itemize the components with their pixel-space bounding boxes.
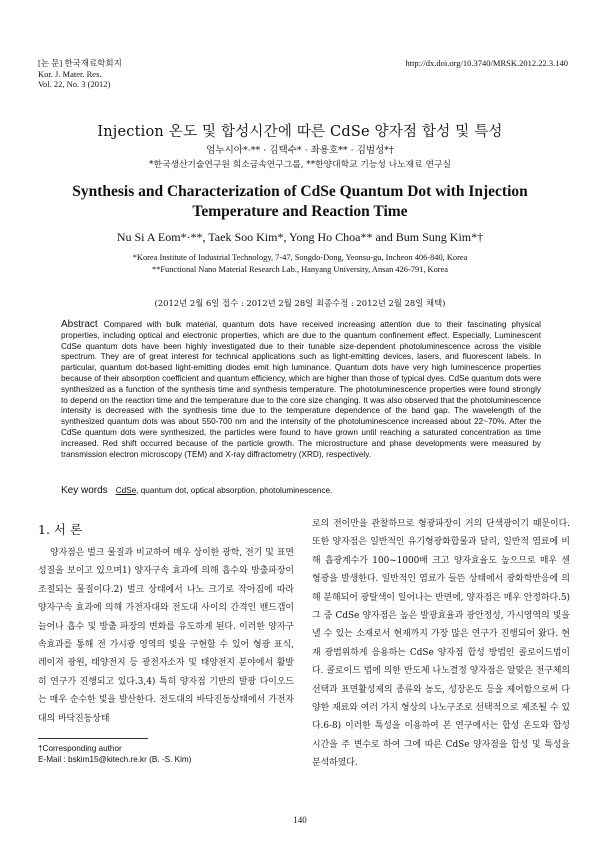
keyword-first: CdSe [115, 486, 137, 495]
korean-authors: 엄누시아*·** · 김택수* · 좌용호** · 김범성*† [206, 145, 394, 156]
keywords-label: Key words [61, 485, 108, 496]
abstract-label: Abstract [61, 319, 98, 330]
english-affiliation-2: **Functional Nano Material Research Lab., Hanyang University, Ansan 426-791, Korea [152, 265, 448, 274]
keywords-rest: , quantum dot, optical absorption, photoluminescence. [136, 486, 333, 495]
abstract [61, 320, 541, 460]
english-title: Synthesis and Characterization of CdSe Quantum Dot with Injection Temperature and Reaction Time [72, 183, 528, 220]
left-column-text: 양자점은 벌크 물질과 비교하여 매우 상이한 광학, 전기 및 표면 성질을 보이고 있으며1) 양자구속 효과에 의해 흡수와 방출파장이 조절되는 물질이다.2) 벌크 상태에서 나노 크기로 작아짐에 따라 양자구속 효과에 의해 가전자대와 전도대 사이의 간격인 밴드갭이 늘어나 흡수 및 방출 파장의 변화를 유도하게 된다. 이러한 양자구속효과를 통해 전 가시광 영역의 빛을 구현할 수 있어 형광 표식, 레이저 광원, 태양전지 등 광전자소자 및 태양전지 분야에서 활발히 연구가 진행되고 있다.3,4) 특히 양자점 기반의 발광 다이오드는 매우 순수한 빛을 발산한다. 전도대의 바닥진동상태에서 가전자대의 바닥진동상태 [38, 548, 294, 724]
journal-volume: Vol. 22, No. 3 (2012) [38, 79, 111, 89]
author-email: E-Mail : bskim15@kitech.re.kr (B. -S. Kim) [38, 755, 192, 764]
english-affiliation-1: *Korea Institute of Industrial Technology, 7-47, Songdo-Dong, Yeonsu-gu, Incheon 406-840, Korea [132, 253, 468, 262]
english-authors: Nu Si A Eom*·**, Taek Soo Kim*, Yong Ho Choa** and Bum Sung Kim*† [116, 230, 484, 244]
korean-title: Injection 온도 및 합성시간에 따른 CdSe 양자점 합성 및 특성 [97, 124, 503, 140]
corresponding-author: †Corresponding author [38, 744, 122, 753]
journal-kr: [논 문] 한국재료학회지 [38, 58, 122, 68]
page-number: 140 [293, 815, 307, 825]
journal-abbr: Kor. J. Mater. Res. [38, 68, 102, 79]
korean-affiliation: *한국생산기술연구원 희소금속연구그룹, **한양대학교 기능성 나노재료 연구실 [149, 160, 451, 170]
footnote [38, 743, 191, 765]
doi-link[interactable]: http://dx.doi.org/10.3740/MRSK.2012.22.3.140 [405, 58, 568, 68]
journal-info [38, 58, 122, 90]
submission-dates: (2012년 2월 6일 접수 : 2012년 2월 28일 최종수정 : 2012년 2월 28일 채택) [154, 298, 446, 308]
right-column-text: 로의 전이만을 관찰하므로 형광파장이 거의 단색광이기 때문이다. 또한 양자점은 일반적인 유기형광화합물과 달리, 일반적 염료에 비해 흡광계수가 100~1000배 크고 양자효율도 높으므로 매우 센 형광을 발생한다. 일반적인 염료가 들뜬 상태에서 광화학반응에 의해 분해되어 광탈색이 일어나는 반면에, 양자점은 매우 안정하다.5) 그 중 CdSe 양자점은 높은 발광효율과 광안정성, 가시영역의 빛을 낼 수 있는 소재로서 현재까지 가장 많은 연구가 진행되어 왔다. 현재 광범위하게 응용하는 CdSe 양자점 합성 방법인 콜로이드법이다. 콜로이드 법에 의한 반도체 나노결정 양자점은 알맞은 전구체의 선택과 표면활성제의 종류와 농도, 성장온도 등을 제어함으로써 다양한 재료와 여러 가지 형상의 나노구조로 선택적으로 제조될 수 있다.6-8) 이러한 특성을 이용하여 본 연구에서는 합성 온도와 합성 시간을 주 변수로 하여 그에 따른 CdSe 양자점을 합성 및 특성을 분석하였다. [312, 519, 570, 769]
keywords [61, 485, 541, 496]
footnote-divider [38, 738, 148, 739]
section-heading: 1. 서 론 [38, 522, 83, 537]
abstract-text: Compared with bulk material, quantum dots have received increasing attention due to their fascinating physical properties, including optical and electronic properties, which are due to the quantum confinement effect. Especially, Luminescent CdSe quantum dots have been highly investigated due to their tunable size-dependent photoluminescence across the visible spectrum. They are of great interest for technical applications such as light-emitting devices, lasers, and fluorescent labels. In particular, quantum dot-based light-emitting diodes emit high luminance. Quantum dots have very high luminescence properties because of their absorption coefficient and quantum efficiency, which are higher than those of typical dyes. CdSe quantum dots were synthesized as a function of the synthesis time and synthesis temperature. The photoluminescence properties were found strongly to depend on the reaction time and the temperature due to the core size changing. It was also observed that the photoluminescence intensity is decreased with the synthesis time due to the temperature dependence of the band gap. The wavelength of the synthesized quantum dots was about 550-700 nm and the intensity of the photoluminescence increased about 22~70%. After the CdSe quantum dots were synthesized, the particles were found to have grown until reaching a saturated concentration as time increased. Red shift occurred because of the particle growth. The microstructure and phase developments were measured by transmission electron microscopy (TEM) and X-ray diffractometry (XRD), respectively. [61, 320, 541, 459]
